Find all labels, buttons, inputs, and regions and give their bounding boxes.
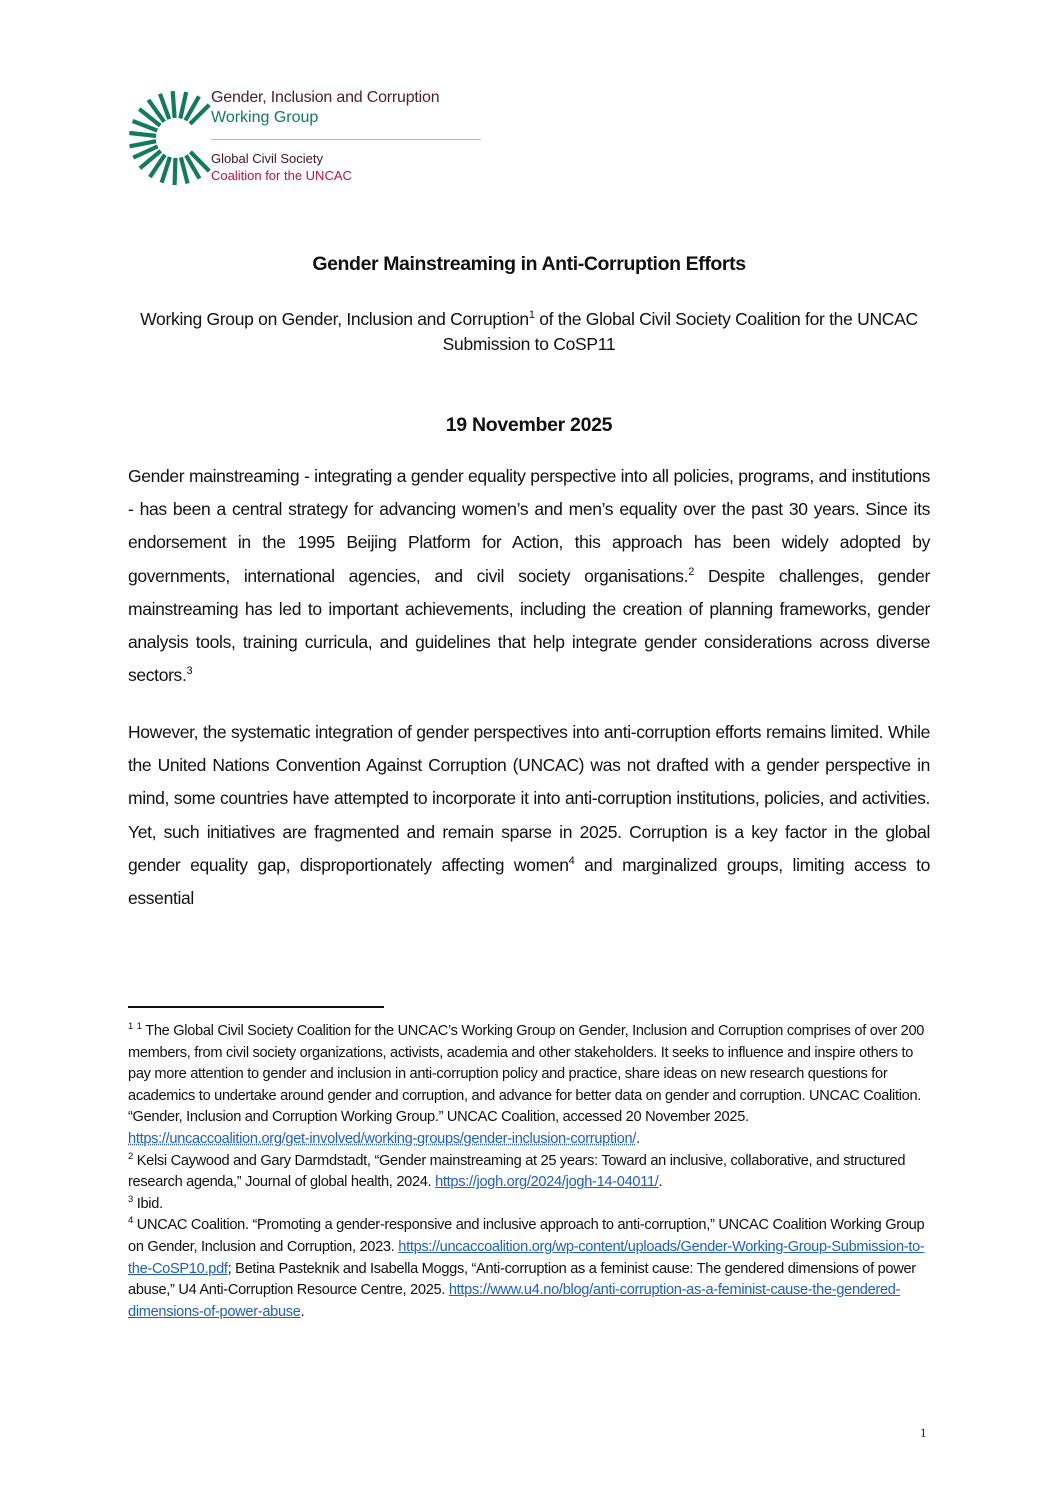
footnote-2-link[interactable]: https://jogh.org/2024/jogh-14-04011/	[435, 1174, 659, 1191]
logo-divider	[211, 139, 481, 140]
footnote-1-link[interactable]: https://uncaccoalition.org/get-involved/working-groups/gender-inclusion-corruption/	[128, 1130, 637, 1147]
footnote-4-link-2[interactable]: https://www.u4.no/blog/anti-corruption-as-a-feminist-cause-the-gendered-dimensions-of-power-abuse	[128, 1282, 901, 1320]
footnote-4	[128, 1215, 930, 1323]
footnote-ref-3[interactable]: 3	[186, 665, 193, 678]
logo-coalition-line2: Coalition for the UNCAC	[211, 168, 352, 183]
subtitle-text-2: of the Global Civil Society Coalition for the UNCAC Submission to CoSP11	[442, 309, 918, 354]
footnote-3	[128, 1194, 930, 1216]
body-paragraph-2	[128, 716, 930, 915]
footnote-1	[128, 1021, 930, 1151]
footnote-2-period: .	[658, 1174, 663, 1191]
footnote-2	[128, 1151, 930, 1194]
footnote-ref-1[interactable]: 1	[528, 309, 535, 322]
footnote-1-text: The Global Civil Society Coalition for the UNCAC’s Working Group on Gender, Inclusion and Corruption comprises of over 200 members, from civil society organizations, activists, academia and other stakeholders. It seeks to influence and inspire others to pay more attention to gender and inclusion in anti-corruption policy and practice, share ideas on new research questions for academics to undertake around gender and corruption, and advance for better data on gender and corruption. UNCAC Coalition. “Gender, Inclusion and Corruption Working Group.” UNCAC Coalition, accessed 20 November 2025.	[128, 1023, 925, 1126]
footnote-1-number-duplicate: 1	[136, 1021, 142, 1033]
footnote-4-text-middle: ; Betina Pasteknik and Isabella Moggs, “Anti-corruption as a feminist cause: The gendered dimensions of power abuse,” U4 Anti-Corruption Resource Centre, 2025.	[128, 1260, 916, 1299]
organization-logo	[126, 88, 486, 192]
footnote-4-text: UNCAC Coalition. “Promoting a gender-responsive and inclusive approach to anti-corruption,” UNCAC Coalition Working Group on Gender, Inclusion and Corruption, 2023.	[128, 1217, 925, 1255]
footnote-1-period: .	[636, 1130, 640, 1147]
logo-working-group-label: Working Group	[211, 109, 319, 126]
footnote-4-period: .	[300, 1303, 305, 1320]
paragraph-1-text-b: Despite challenges, gender mainstreaming has led to important achievements, including the creation of planning frameworks, gender analysis tools, training curricula, and guidelines that help integrate gender considerations across diverse sectors.	[128, 565, 931, 686]
footnote-ref-4[interactable]: 4	[568, 854, 575, 867]
footnote-3-text: Ibid.	[132, 1195, 163, 1212]
footnote-4-link-1[interactable]: https://uncaccoalition.org/wp-content/uploads/Gender-Working-Group-Submission-to-the-CoSP10.pdf	[128, 1238, 925, 1277]
logo-working-group-name: Gender, Inclusion and Corruption	[211, 89, 440, 106]
footnote-ref-2[interactable]: 2	[688, 565, 694, 578]
footnote-3-number: 3	[128, 1193, 133, 1205]
footnotes-section	[128, 1021, 930, 1323]
paragraph-2-text-b: and marginalized groups, limiting access to essential	[128, 854, 930, 909]
radial-c-logo-icon	[126, 88, 222, 188]
footnote-2-number: 2	[128, 1150, 133, 1162]
footnote-separator	[128, 1006, 384, 1008]
paragraph-1-text-a: Gender mainstreaming - integrating a gender equality perspective into all policies, programs, and institutions - has been a central strategy for advancing women’s and men’s equality over the past 30 years. Since its endorsement in the 1995 Beijing Platform for Action, this approach has been widely adopted by governments, international agencies, and civil society organisations.	[128, 466, 930, 586]
logo-text-block	[211, 88, 486, 184]
footnote-2-text: Kelsi Caywood and Gary Darmdstadt, “Gender mainstreaming at 25 years: Toward an inclusive, collaborative, and structured research agenda,” Journal of global health, 2024.	[128, 1152, 906, 1191]
document-date: 19 November 2025	[445, 414, 613, 436]
body-paragraph-1	[128, 460, 930, 692]
document-subtitle	[128, 307, 930, 357]
paragraph-2-text-a: However, the systematic integration of gender perspectives into anti-corruption efforts remains limited. While the United Nations Convention Against Corruption (UNCAC) was not drafted with a gender perspective in mind, some countries have attempted to incorporate it into anti-corruption institutions, policies, and activities. Yet, such initiatives are fragmented and remain sparse in 2025. Corruption is a key factor in the global gender equality gap, disproportionately affecting women	[128, 722, 930, 875]
footnote-1-number: 1	[128, 1021, 133, 1033]
logo-coalition-line1: Global Civil Society	[211, 151, 323, 166]
subtitle-text-1: Working Group on Gender, Inclusion and Corruption	[140, 309, 529, 329]
footnote-4-number: 4	[128, 1215, 133, 1227]
page-number: 1	[920, 1425, 927, 1440]
document-title: Gender Mainstreaming in Anti-Corruption Efforts	[312, 253, 746, 275]
